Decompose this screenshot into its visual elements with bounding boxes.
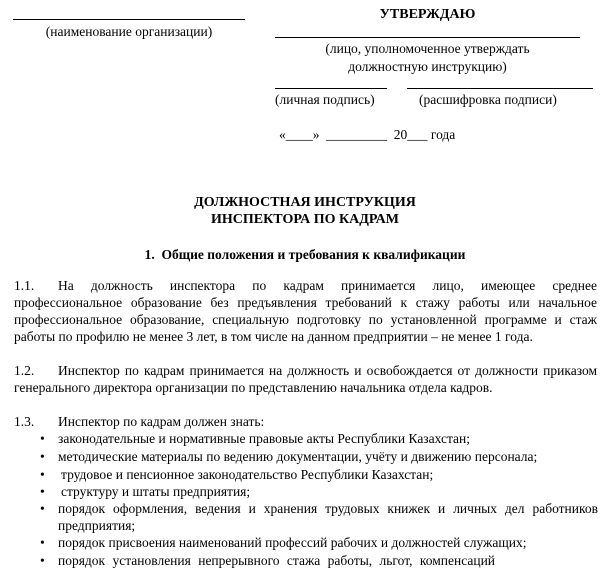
approver-caption-line1: (лицо, уполномоченное утверждать xyxy=(325,41,530,56)
paragraph-1-1-text: На должность инспектора по кадрам принимается лицо, имеющее среднее профессиональное образование без предъявления требований к стажу работы или начальное профессиональное образование, специальную подготовку по установленной программе и стаж работы по профилю не менее 3 лет, в том числе на данном предприятии – не менее 1 года. xyxy=(14,278,597,344)
bullet-icon: • xyxy=(40,501,45,516)
bullet-icon: • xyxy=(40,553,45,568)
section-heading: 1. Общие положения и требования к квалификации xyxy=(144,247,466,262)
org-name-caption: (наименование организации) xyxy=(45,24,213,39)
signature-decoding-line xyxy=(407,88,593,89)
signature-caption: (личная подпись) xyxy=(275,92,375,107)
paragraph-1-1 xyxy=(14,277,597,345)
bullet-icon: • xyxy=(40,431,45,446)
signature-line xyxy=(275,88,387,89)
bullet-icon: • xyxy=(40,467,45,482)
signature-decoding-caption: (расшифровка подписи) xyxy=(419,92,557,107)
approve-title: УТВЕРЖДАЮ xyxy=(379,7,476,22)
paragraph-1-1-number: 1.1. xyxy=(14,278,35,293)
bullet-icon: • xyxy=(40,449,45,464)
paragraph-1-2 xyxy=(14,362,597,396)
paragraph-1-3-number: 1.3. xyxy=(14,414,35,429)
bullet-icon: • xyxy=(40,535,45,550)
paragraph-1-2-number: 1.2. xyxy=(14,363,35,378)
document-title-line1: ДОЛЖНОСТНАЯ ИНСТРУКЦИЯ xyxy=(194,195,416,210)
approver-name-line xyxy=(275,37,580,38)
paragraph-1-2-text: Инспектор по кадрам принимается на должность и освобождается от должности приказом генерального директора организации по представлению начальника отдела кадров. xyxy=(14,363,597,395)
approver-caption-line2: должностную инструкцию) xyxy=(348,59,507,74)
approval-date-line: «____» _________ 20___ года xyxy=(279,127,456,142)
org-name-line xyxy=(13,19,245,20)
document-title-line2: ИНСПЕКТОРА ПО КАДРАМ xyxy=(211,212,399,227)
paragraph-1-3-text: Инспектор по кадрам должен знать: xyxy=(58,414,265,429)
bullet-icon: • xyxy=(40,484,45,499)
